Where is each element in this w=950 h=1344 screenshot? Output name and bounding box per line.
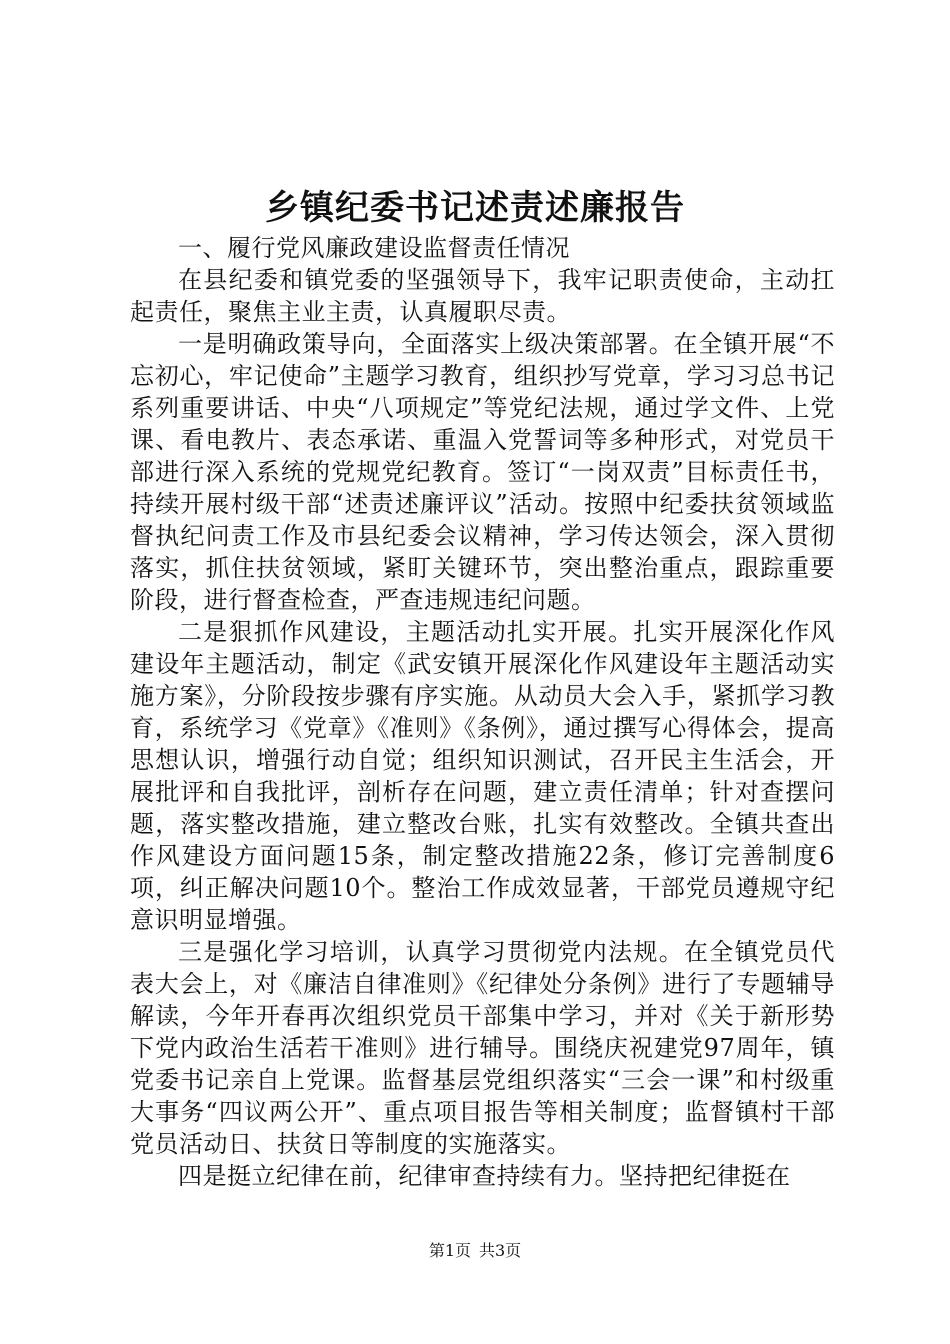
paragraph-intro: 在县纪委和镇党委的坚强领导下，我牢记职责使命，主动扛起责任，聚焦主业主责，认真履职尽责。 [130, 266, 835, 326]
document-title: 乡镇纪委书记述责述廉报告 [265, 188, 685, 228]
document-body [130, 232, 835, 1192]
paragraph-point-one: 一是明确政策导向，全面落实上级决策部署。在全镇开展“不忘初心，牢记使命”主题学习教育，组织抄写党章，学习习总书记系列重要讲话、中央“八项规定”等党纪法规，通过学文件、上党课、看电教片、表态承诺、重温入党誓词等多种形式，对党员干部进行深入系统的党规党纪教育。签订“一岗双责”目标责任书，持续开展村级干部“述责述廉评议”活动。按照中纪委扶贫领域监督执纪问责工作及市县纪委会议精神，学习传达领会，深入贯彻落实，抓住扶贫领域，紧盯关键环节，突出整治重点，跟踪重要阶段，进行督查检查，严查违规违纪问题。 [130, 330, 835, 614]
paragraph-point-four: 四是挺立纪律在前，纪律审查持续有力。坚持把纪律挺在 [178, 1162, 791, 1190]
section-heading: 一、履行党风廉政建设监督责任情况 [178, 234, 570, 262]
paragraph-point-two: 二是狠抓作风建设，主题活动扎实开展。扎实开展深化作风建设年主题活动，制定《武安镇开展深化作风建设年主题活动实施方案》，分阶段按步骤有序实施。从动员大会入手，紧抓学习教育，系统学习《党章》《准则》《条例》，通过撰写心得体会，提高思想认识，增强行动自觉；组织知识测试，召开民主生活会，开展批评和自我批评，剖析存在问题，建立责任清单；针对查摆问题，落实整改措施，建立整改台账，扎实有效整改。全镇共查出作风建设方面问题15条，制定整改措施22条，修订完善制度6项，纠正解决问题10个。整治工作成效显著，干部党员遵规守纪意识明显增强。 [130, 618, 835, 934]
page-number: 第1页 [428, 1241, 471, 1260]
page-total: 共3页 [479, 1241, 522, 1260]
paragraph-point-three: 三是强化学习培训，认真学习贯彻党内法规。在全镇党员代表大会上，对《廉洁自律准则》《纪律处分条例》进行了专题辅导解读，今年开春再次组织党员干部集中学习，并对《关于新形势下党内政治生活若干准则》进行辅导。围绕庆祝建党97周年，镇党委书记亲自上党课。监督基层党组织落实“三会一课”和村级重大事务“四议两公开”、重点项目报告等相关制度；监督镇村干部党员活动日、扶贫日等制度的实施落实。 [130, 938, 835, 1158]
page-footer [0, 1240, 950, 1262]
